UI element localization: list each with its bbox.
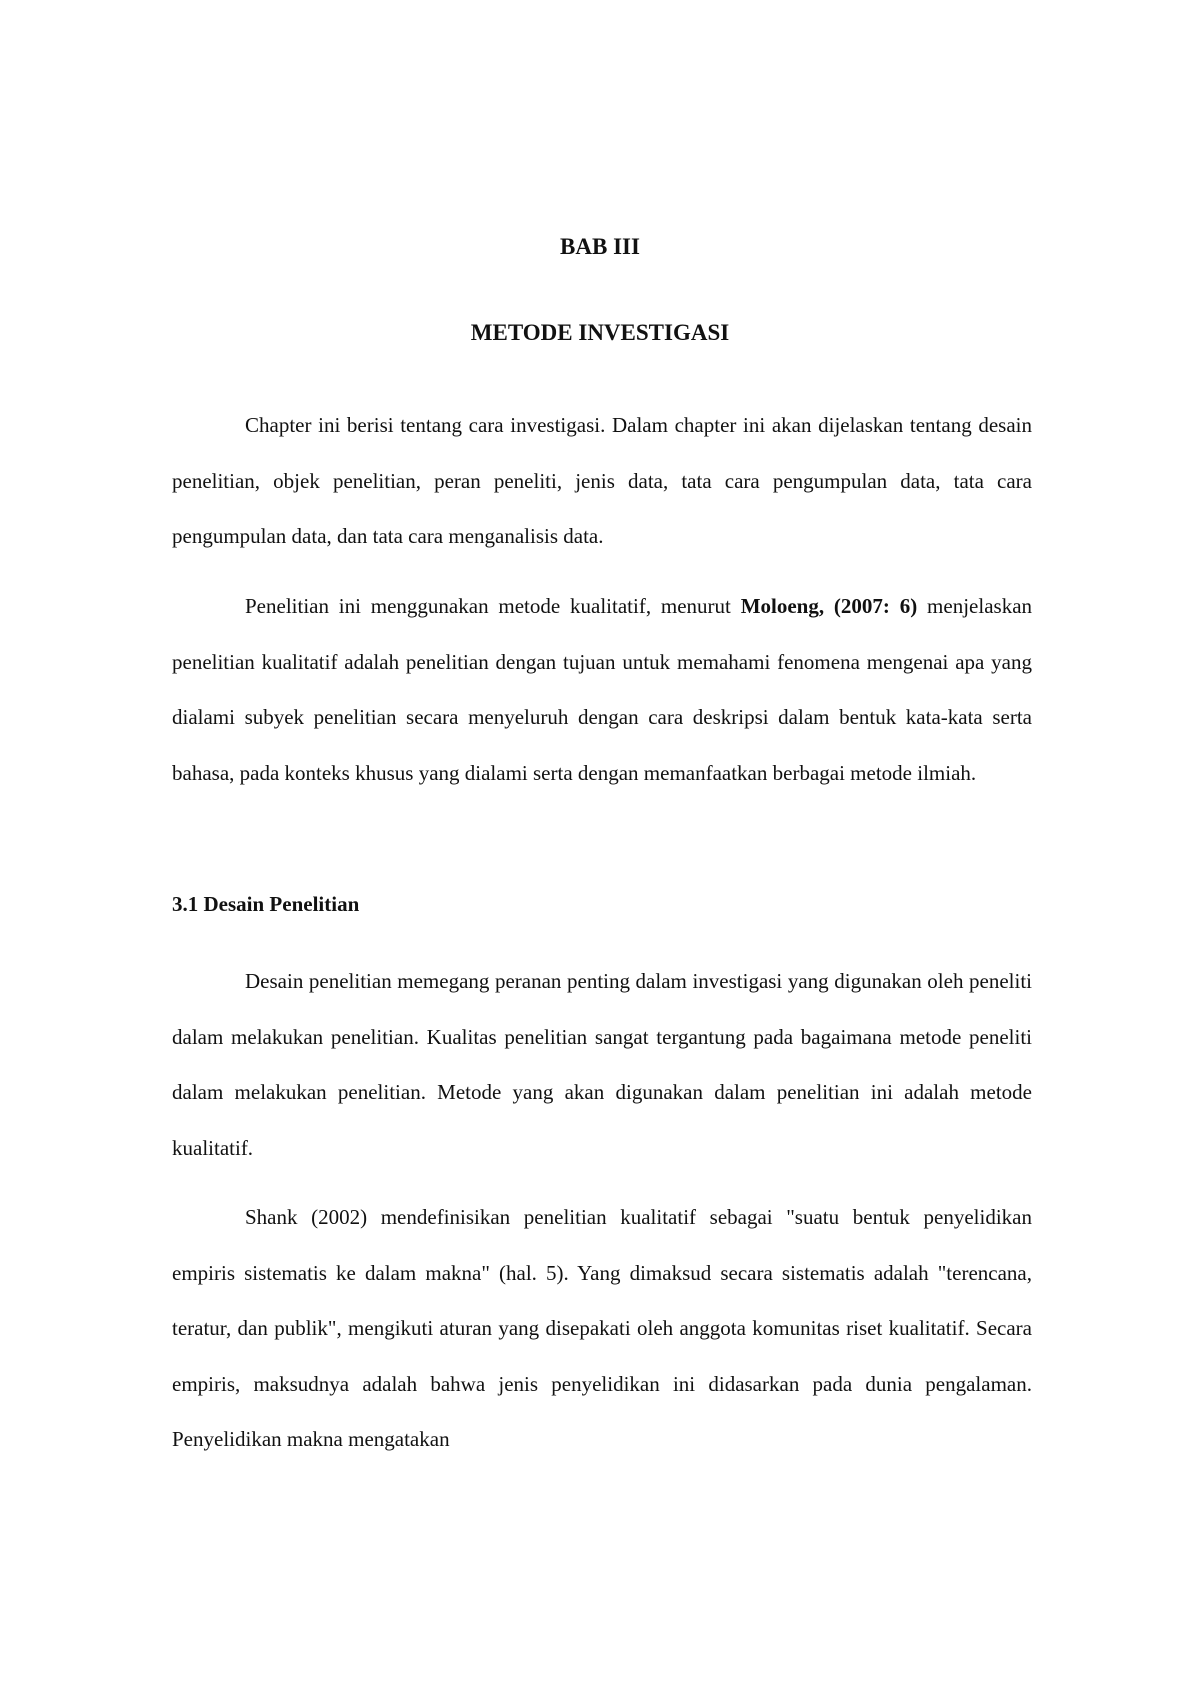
method-paragraph (172, 579, 1032, 801)
design-paragraph: Desain penelitian memegang peranan penting dalam investigasi yang digunakan oleh peneliti dalam melakukan penelitian. Kualitas penelitian sangat tergantung pada bagaimana metode peneliti dalam melakukan penelitian. Metode yang akan digunakan dalam penelitian ini adalah metode kualitatif. (172, 969, 1032, 1160)
chapter-title: METODE INVESTIGASI (470, 320, 730, 345)
section-heading-desain-penelitian: 3.1 Desain Penelitian (172, 892, 360, 916)
chapter-number: BAB III (560, 234, 640, 259)
method-paragraph-rest: menjelaskan penelitian kualitatif adalah penelitian dengan tujuan untuk memahami fenomena mengenai apa yang dialami subyek penelitian secara menyeluruh dengan cara deskripsi dalam bentuk kata-kata serta bahasa, pada konteks khusus yang dialami serta dengan memanfaatkan berbagai metode ilmiah. (172, 594, 1033, 785)
intro-paragraph: Chapter ini berisi tentang cara investigasi. Dalam chapter ini akan dijelaskan tentang desain penelitian, objek penelitian, peran peneliti, jenis data, tata cara pengumpulan data, tata cara pengumpulan data, dan tata cara menganalisis data. (172, 413, 1032, 548)
citation-moloeng: Moloeng, (2007: 6) (740, 594, 918, 618)
shank-paragraph: Shank (2002) mendefinisikan penelitian kualitatif sebagai "suatu bentuk penyelidikan empiris sistematis ke dalam makna" (hal. 5). Yang dimaksud secara sistematis adalah "terencana, teratur, dan publik", mengikuti aturan yang disepakati oleh anggota komunitas riset kualitatif. Secara empiris, maksudnya adalah bahwa jenis penyelidikan ini didasarkan pada dunia pengalaman. Penyelidikan makna mengatakan (172, 1205, 1032, 1451)
method-paragraph-lead: Penelitian ini menggunakan metode kualitatif, menurut (245, 594, 741, 618)
